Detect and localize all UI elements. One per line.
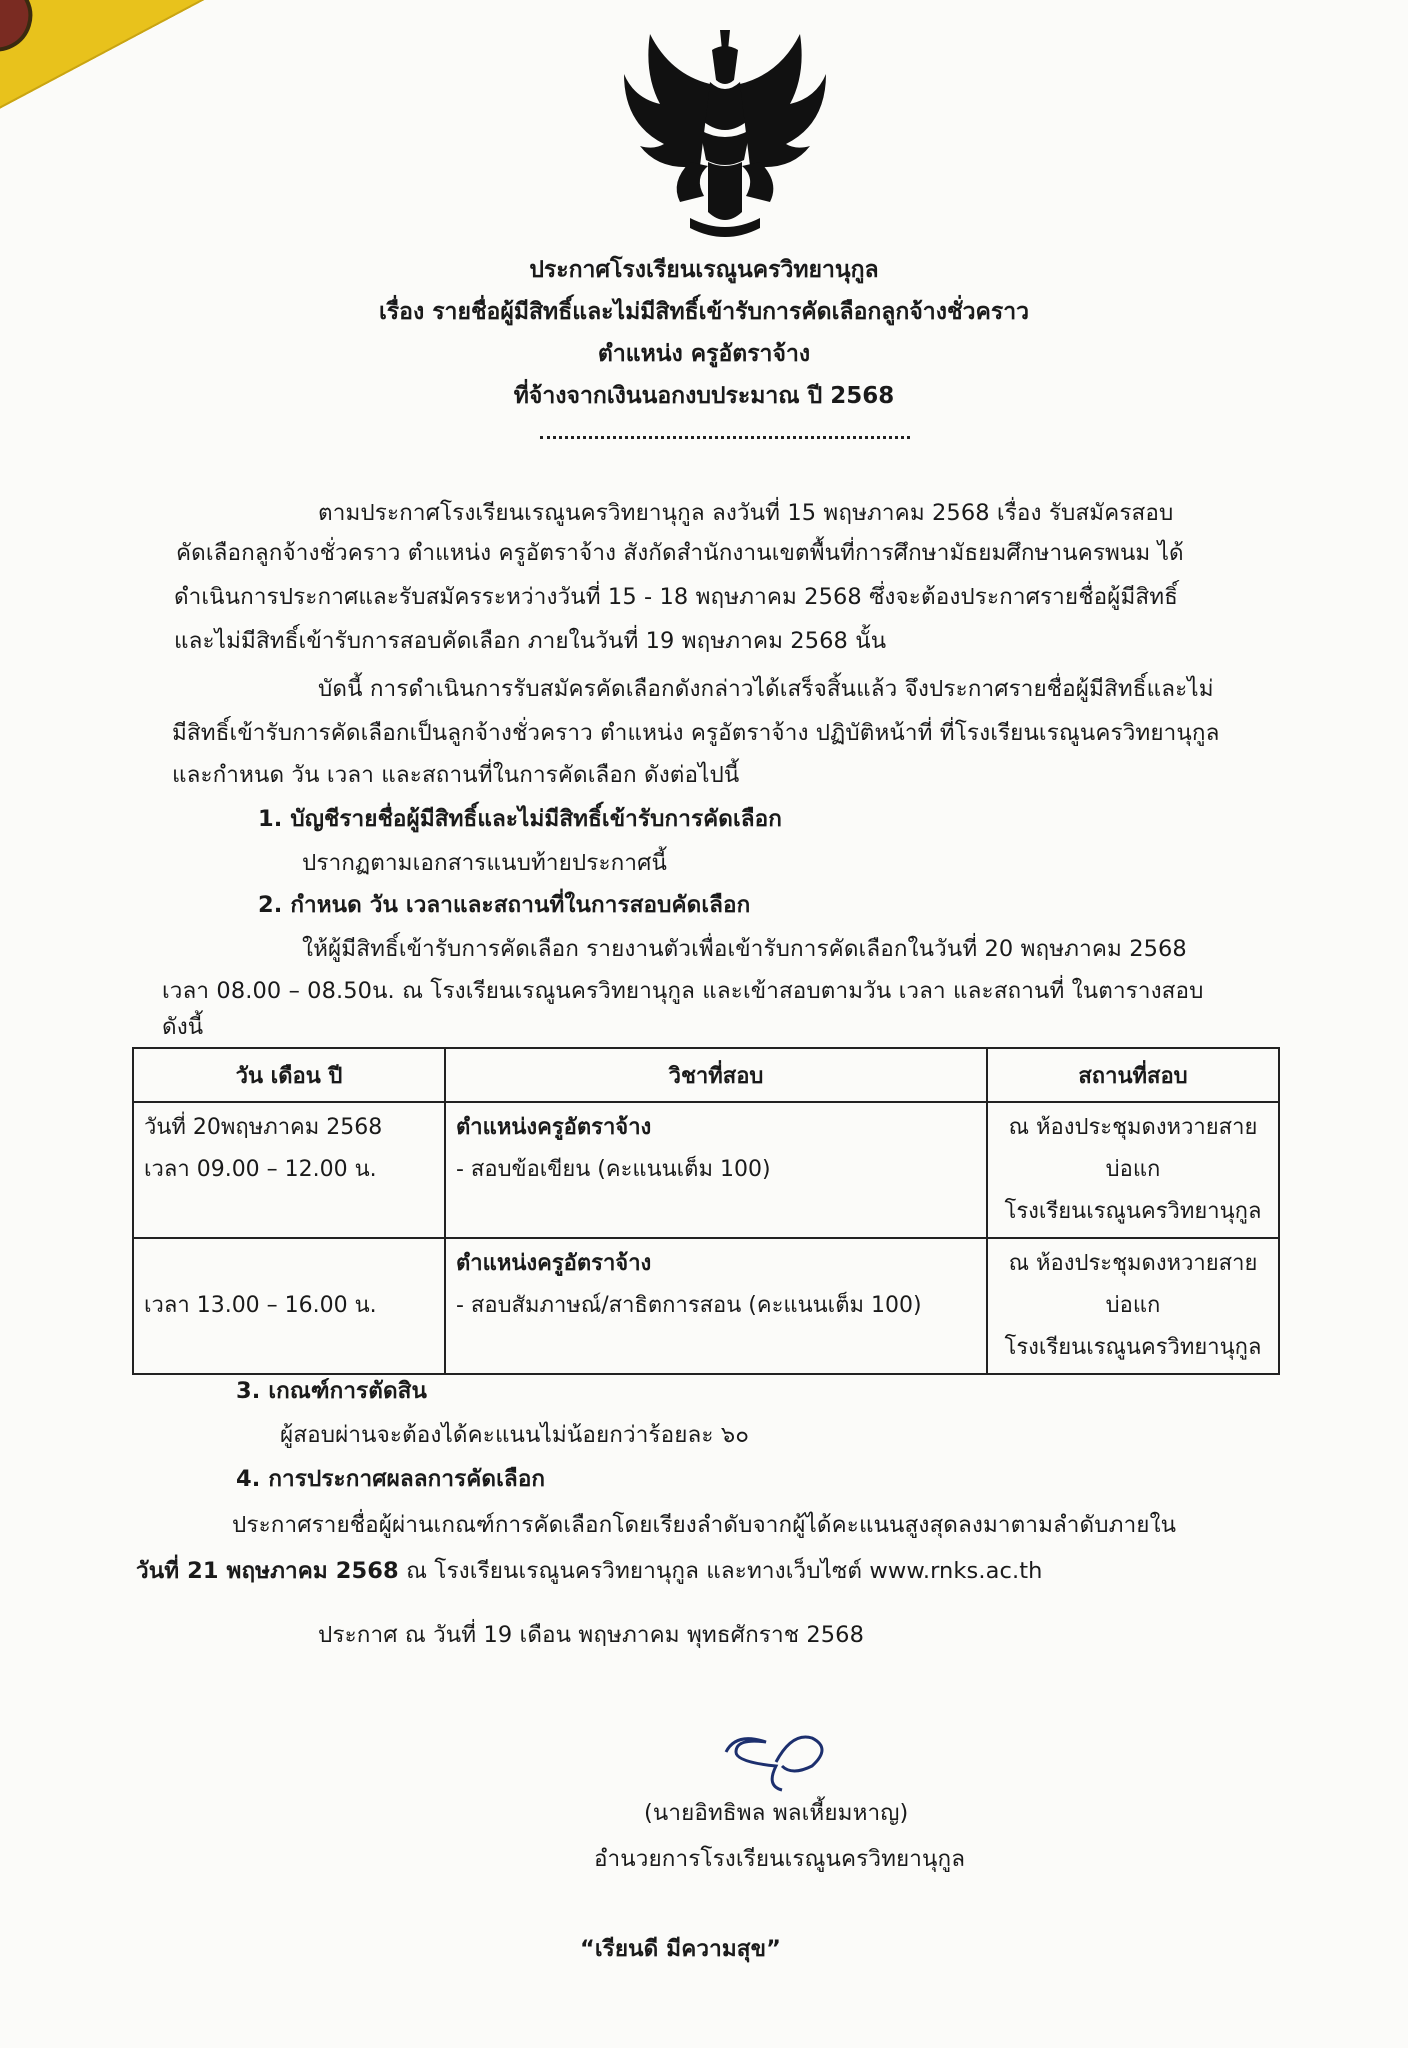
col-header-place: สถานที่สอบ — [987, 1048, 1279, 1102]
item1-title: 1. บัญชีรายชื่อผู้มีสิทธิ์และไม่มีสิทธิ์เข้ารับการคัดเลือก — [258, 806, 783, 832]
row2-subject — [445, 1238, 987, 1374]
row2-subject-title: ตำแหน่งครูอัตราจ้าง — [456, 1251, 652, 1276]
row1-date — [133, 1102, 445, 1238]
announcement-budget: ที่จ้างจากเงินนอกงบประมาณ ปี 2568 — [513, 383, 895, 409]
row2-place — [987, 1238, 1279, 1374]
result-place: ณ โรงเรียนเรณูนครวิทยานุกูล และทางเว็บไซต์ www.rnks.ac.th — [398, 1558, 1043, 1584]
item4-text-2 — [136, 1552, 1043, 1588]
row2-place-line3: โรงเรียนเรณูนครวิทยานุกูล — [1004, 1335, 1262, 1360]
row1-place-line1: ณ ห้องประชุมดงหวายสาย — [1008, 1115, 1258, 1140]
item2-text-3: ดังนี้ — [162, 1014, 204, 1040]
item3-title: 3. เกณฑ์การตัดสิน — [236, 1378, 427, 1404]
intro-line-3: ดำเนินการประกาศและรับสมัครระหว่างวันที่ 15 - 18 พฤษภาคม 2568 ซึ่งจะต้องประกาศรายชื่อผู้มีสิทธิ์ — [174, 584, 1178, 610]
item4-title: 4. การประกาศผลลการคัดเลือก — [236, 1466, 546, 1492]
school-emblem-icon — [0, 0, 45, 64]
para2-line-1: บัดนี้ การดำเนินการรับสมัครคัดเลือกดังกล่าวได้เสร็จสิ้นแล้ว จึงประกาศรายชื่อผู้มีสิทธิ์และไม่ — [318, 676, 1214, 702]
row2-date — [133, 1238, 445, 1374]
garuda-emblem-icon — [620, 22, 830, 242]
signature-icon — [706, 1712, 856, 1792]
intro-line-2: คัดเลือกลูกจ้างชั่วคราว ตำแหน่ง ครูอัตราจ้าง สังกัดสำนักงานเขตพื้นที่การศึกษามัธยมศึกษานครพนม ได้ — [176, 540, 1184, 566]
row1-subject-title: ตำแหน่งครูอัตราจ้าง — [456, 1115, 652, 1140]
row1-subject-detail: - สอบข้อเขียน (คะแนนเต็ม 100) — [456, 1157, 771, 1182]
item3-text: ผู้สอบผ่านจะต้องได้คะแนนไม่น้อยกว่าร้อยละ ๖๐ — [280, 1422, 750, 1448]
school-motto: “เรียนดี มีความสุข” — [580, 1936, 781, 1962]
row2-place-line2: บ่อแก — [1105, 1293, 1161, 1318]
row1-date-line2: เวลา 09.00 – 12.00 น. — [144, 1157, 377, 1182]
row1-place-line3: โรงเรียนเรณูนครวิทยานุกูล — [1004, 1199, 1262, 1224]
row1-place — [987, 1102, 1279, 1238]
row2-date-line1: เวลา 13.00 – 16.00 น. — [144, 1293, 377, 1318]
row1-date-line1: วันที่ 20พฤษภาคม 2568 — [144, 1115, 383, 1140]
result-date: วันที่ 21 พฤษภาคม 2568 — [136, 1558, 399, 1584]
exam-schedule-table — [132, 1047, 1280, 1375]
announcement-heading: ประกาศโรงเรียนเรณูนครวิทยานุกูล — [529, 257, 879, 283]
intro-line-1: ตามประกาศโรงเรียนเรณูนครวิทยานุกูล ลงวันที่ 15 พฤษภาคม 2568 เรื่อง รับสมัครสอบ — [318, 500, 1174, 526]
item1-text: ปรากฏตามเอกสารแนบท้ายประกาศนี้ — [302, 850, 667, 876]
para2-line-3: และกำหนด วัน เวลา และสถานที่ในการคัดเลือก ดังต่อไปนี้ — [172, 762, 740, 788]
signatory-position: อำนวยการโรงเรียนเรณูนครวิทยานุกูล — [594, 1846, 966, 1872]
school-stamp — [0, 0, 216, 116]
intro-line-4: และไม่มีสิทธิ์เข้ารับการสอบคัดเลือก ภายในวันที่ 19 พฤษภาคม 2568 นั้น — [174, 628, 887, 654]
row1-place-line2: บ่อแก — [1105, 1157, 1161, 1182]
item2-text-1: ให้ผู้มีสิทธิ์เข้ารับการคัดเลือก รายงานตัวเพื่อเข้ารับการคัดเลือกในวันที่ 20 พฤษภาคม 2568 — [302, 936, 1187, 962]
row1-subject — [445, 1102, 987, 1238]
announcement-position: ตำแหน่ง ครูอัตราจ้าง — [597, 341, 811, 367]
item4-text-1: ประกาศรายชื่อผู้ผ่านเกณฑ์การคัดเลือกโดยเรียงลำดับจากผู้ได้คะแนนสูงสุดลงมาตามลำดับภายใน — [232, 1512, 1177, 1538]
dotted-divider — [540, 436, 910, 439]
item2-text-2: เวลา 08.00 – 08.50น. ณ โรงเรียนเรณูนครวิทยานุกูล และเข้าสอบตามวัน เวลา และสถานที่ ในตารางสอบ — [162, 978, 1204, 1004]
row2-place-line1: ณ ห้องประชุมดงหวายสาย — [1008, 1251, 1258, 1276]
col-header-date: วัน เดือน ปี — [133, 1048, 445, 1102]
row2-subject-detail: - สอบสัมภาษณ์/สาธิตการสอน (คะแนนเต็ม 100) — [456, 1293, 922, 1318]
table-header-row — [133, 1048, 1279, 1102]
item2-title: 2. กำหนด วัน เวลาและสถานที่ในการสอบคัดเลือก — [258, 892, 751, 918]
table-row — [133, 1102, 1279, 1238]
para2-line-2: มีสิทธิ์เข้ารับการคัดเลือกเป็นลูกจ้างชั่วคราว ตำแหน่ง ครูอัตราจ้าง ปฏิบัติหน้าที่ ที่โรงเรียนเรณูนครวิทยานุกูล — [172, 720, 1220, 746]
col-header-subject: วิชาที่สอบ — [445, 1048, 987, 1102]
announcement-subject: เรื่อง รายชื่อผู้มีสิทธิ์และไม่มีสิทธิ์เข้ารับการคัดเลือกลูกจ้างชั่วคราว — [378, 299, 1030, 325]
signatory-name: (นายอิทธิพล พลเหี้ยมหาญ) — [644, 1800, 909, 1826]
table-row — [133, 1238, 1279, 1374]
announcement-date: ประกาศ ณ วันที่ 19 เดือน พฤษภาคม พุทธศักราช 2568 — [318, 1622, 864, 1648]
